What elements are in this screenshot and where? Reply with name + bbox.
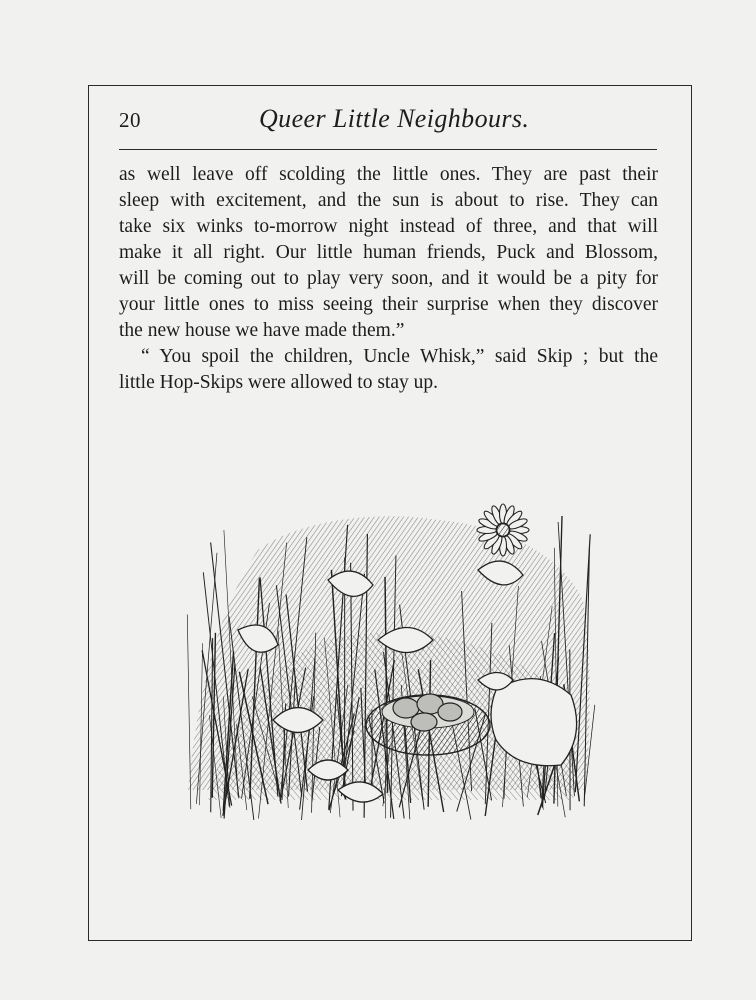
text-line: little Hop-Skips were allowed to stay up.: [119, 372, 438, 393]
running-header: [119, 102, 657, 142]
text-line: the new house we have made them.”: [119, 320, 405, 341]
nest-with-eggs-illustration: [178, 490, 598, 830]
text-line: “ You spoil the children, Uncle Whisk,” said Skip ; but the: [141, 346, 658, 367]
text-line: will be coming out to play very soon, and it would be a pity for: [119, 268, 658, 289]
text-line: make it all right. Our little human friends, Puck and Blossom,: [119, 242, 658, 263]
text-line: take six winks to-morrow night instead of three, and that will: [119, 216, 658, 237]
header-rule: [119, 149, 657, 150]
text-line: as well leave off scolding the little ones. They are past their: [119, 164, 658, 185]
text-line: sleep with excitement, and the sun is about to rise. They can: [119, 190, 658, 211]
body-text: [119, 162, 658, 396]
running-title: Queer Little Neighbours.: [259, 104, 530, 133]
page-number: 20: [119, 108, 141, 132]
nest-with-eggs-icon: [178, 490, 598, 830]
text-line: your little ones to miss seeing their surprise when they discover: [119, 294, 658, 315]
